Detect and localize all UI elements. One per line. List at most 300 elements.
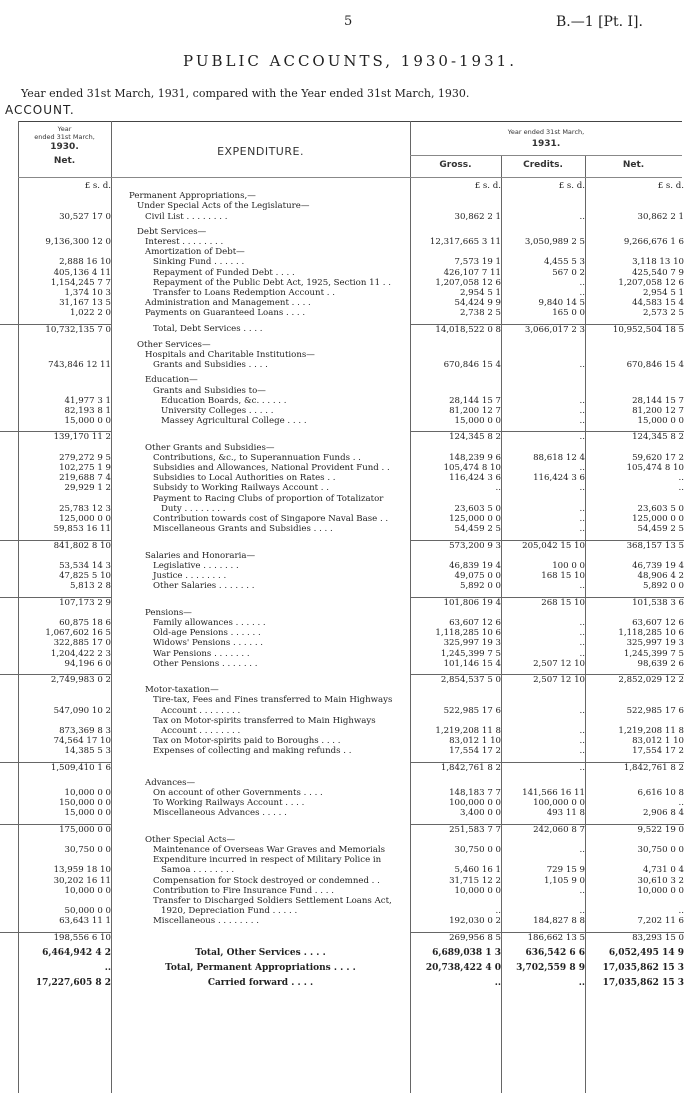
gross-cell: 12,317,665 3 11 — [429, 237, 501, 248]
table-row — [0, 268, 684, 278]
gross-cell: 1,245,399 7 5 — [440, 648, 501, 659]
net-cell: 48,906 4 2 — [637, 571, 684, 582]
net-cell: 5,892 0 0 — [642, 581, 684, 592]
gross-cell — [410, 201, 501, 211]
subtotal-row — [0, 824, 684, 835]
credits-cell: .. — [501, 762, 585, 773]
description-cell: Payment to Racing Clubs of proportion of Totalizator — [153, 493, 384, 504]
table-row — [0, 778, 684, 788]
net-cell: 425,540 7 9 — [632, 267, 684, 278]
net-cell: .. — [678, 906, 684, 917]
current-year-value: 1931. — [531, 139, 561, 149]
prev-year-cell: 30,527 17 0 — [59, 211, 111, 222]
gross-cell — [410, 608, 501, 618]
description-cell: Civil List . . . . . . . . — [145, 211, 228, 222]
table-row — [0, 257, 684, 267]
credits-cell: .. — [579, 395, 585, 406]
net-cell: 17,554 17 2 — [632, 746, 684, 757]
net-cell: 1,118,285 10 6 — [618, 628, 684, 639]
prev-year-cell: 198,556 6 10 — [0, 932, 111, 943]
net-cell: 325,997 19 3 — [626, 638, 684, 649]
prev-year-cell: 6,464,942 4 2 — [42, 947, 111, 958]
credits-cell: 88,618 12 4 — [533, 452, 585, 463]
description-cell: Amortization of Debt— — [145, 247, 245, 258]
credits-cell: 168 15 10 — [541, 571, 585, 582]
table-row — [0, 227, 684, 237]
net-cell: 2,852,029 12 2 — [585, 674, 684, 685]
description-cell: Total, Debt Services . . . . — [153, 324, 263, 335]
credits-cell: .. — [579, 416, 585, 427]
prev-year-cell: 150,000 0 0 — [59, 798, 111, 809]
prev-year-cell: 53,534 14 3 — [59, 560, 111, 571]
net-cell — [585, 350, 684, 360]
prev-year-cell — [0, 227, 111, 237]
credits-cell: 205,042 15 10 — [501, 540, 585, 551]
net-cell: 30,610 3 2 — [637, 875, 684, 886]
prev-year-cell: 47,825 5 10 — [59, 571, 111, 582]
net-cell: .. — [678, 798, 684, 809]
table-row — [0, 608, 684, 618]
table-row — [0, 716, 684, 726]
table-row — [0, 504, 684, 514]
prev-year-value: 1930. — [50, 142, 79, 152]
gross-cell: 30,750 0 0 — [454, 844, 501, 855]
page-number: 5 — [344, 14, 353, 29]
units-cell: £ s. d. — [558, 181, 585, 191]
description-cell: Hospitals and Charitable Institutions— — [145, 350, 315, 361]
description-cell — [111, 674, 410, 685]
credits-cell: .. — [579, 844, 585, 855]
net-header: Net. — [622, 160, 645, 170]
credits-header: Credits. — [523, 160, 563, 170]
gross-cell — [410, 340, 501, 350]
gross-cell — [410, 494, 501, 504]
prev-year-cell: 13,959 18 10 — [53, 865, 111, 876]
net-cell — [585, 494, 684, 504]
gross-cell: 192,030 0 2 — [449, 916, 501, 927]
net-cell: 10,952,504 18 5 — [585, 324, 684, 335]
credits-cell: 100 0 0 — [552, 560, 585, 571]
prev-year-cell: 219,688 7 4 — [59, 473, 111, 484]
net-cell — [585, 227, 684, 237]
subtotal-row — [0, 540, 684, 551]
credits-cell: 116,424 3 6 — [533, 473, 585, 484]
gross-cell: 54,424 9 9 — [454, 298, 501, 309]
table-row — [0, 746, 684, 756]
gross-cell: 14,018,522 0 8 — [410, 324, 501, 335]
gross-cell: 1,118,285 10 6 — [435, 628, 501, 639]
description-cell: Sinking Fund . . . . . . — [153, 257, 245, 268]
net-cell: 9,522 19 0 — [585, 824, 684, 835]
net-cell — [585, 375, 684, 385]
gross-cell: 269,956 8 5 — [410, 932, 501, 943]
prev-year-cell: 41,977 3 1 — [64, 395, 111, 406]
net-cell: .. — [678, 483, 684, 494]
prev-year-cell: 1,067,602 16 5 — [45, 628, 111, 639]
net-cell: 522,985 17 6 — [626, 705, 684, 716]
gross-cell: 670,846 15 4 — [443, 360, 501, 371]
header-bottom-rule — [18, 177, 682, 178]
page-title: PUBLIC ACCOUNTS, 1930-1931. — [183, 52, 517, 70]
credits-cell: .. — [579, 736, 585, 747]
description-cell: Widows' Pensions . . . . . . — [153, 638, 264, 649]
description-cell: University Colleges . . . . . — [161, 406, 274, 417]
prev-year-cell — [0, 855, 111, 865]
net-cell: 125,000 0 0 — [632, 514, 684, 525]
credits-cell: 636,542 6 6 — [525, 947, 585, 958]
credits-cell — [501, 227, 585, 237]
credits-cell — [501, 855, 585, 865]
prev-year-cell: 10,000 0 0 — [64, 787, 111, 798]
net-cell: 4,731 0 4 — [642, 865, 684, 876]
prev-year-cell — [0, 201, 111, 211]
prev-year-cell: 743,846 12 11 — [48, 360, 111, 371]
description-cell: Repayment of the Public Debt Act, 1925, Section 11 . . — [153, 277, 391, 288]
header-rule — [410, 155, 682, 156]
credits-cell: 100,000 0 0 — [533, 798, 585, 809]
table-row — [0, 483, 684, 493]
gross-cell: 101,146 15 4 — [443, 658, 501, 669]
prev-year-cell — [0, 340, 111, 350]
credits-cell — [501, 191, 585, 201]
description-cell: Subsidies and Allowances, National Provident Fund . . — [153, 463, 390, 474]
prev-year-cell: 873,369 8 3 — [59, 725, 111, 736]
description-cell: Miscellaneous . . . . . . . . — [153, 916, 259, 927]
description-cell: Justice . . . . . . . . — [153, 571, 227, 582]
description-cell: Repayment of Funded Debt . . . . — [153, 267, 295, 278]
prev-year-cell: 841,802 8 10 — [0, 540, 111, 551]
credits-cell: 165 0 0 — [552, 308, 585, 319]
prev-year-cell: 107,173 2 9 — [0, 597, 111, 608]
net-cell — [585, 896, 684, 906]
credits-cell — [501, 835, 585, 845]
description-cell: Advances— — [145, 777, 196, 788]
table-row — [0, 618, 684, 628]
credits-cell — [501, 551, 585, 561]
subtotal-row — [0, 597, 684, 608]
net-cell: 3,118 13 10 — [632, 257, 684, 268]
prev-year-cell: 322,885 17 0 — [53, 638, 111, 649]
net-cell: 46,739 19 4 — [632, 560, 684, 571]
gross-cell: 63,607 12 6 — [449, 617, 501, 628]
table-row — [0, 396, 684, 406]
table-row — [0, 551, 684, 561]
table-row — [0, 659, 684, 669]
net-cell: 28,144 15 7 — [632, 395, 684, 406]
net-cell: 1,207,058 12 6 — [618, 277, 684, 288]
credits-cell: .. — [579, 885, 585, 896]
prev-year-cell: 139,170 11 2 — [0, 432, 111, 443]
gross-cell: 49,075 0 0 — [454, 571, 501, 582]
prev-net-header: Net. — [53, 156, 76, 166]
gross-cell: 2,738 2 5 — [459, 308, 501, 319]
table-row — [0, 561, 684, 571]
credits-cell: 141,566 16 11 — [522, 787, 585, 798]
credits-cell: .. — [579, 906, 585, 917]
table-row — [0, 835, 684, 845]
credits-cell — [501, 695, 585, 705]
net-cell — [585, 201, 684, 211]
table-row — [0, 308, 684, 318]
gross-cell: 20,738,422 4 0 — [425, 963, 501, 974]
prev-year-cell: 1,509,410 1 6 — [0, 762, 111, 773]
table-row — [0, 278, 684, 288]
description-cell — [111, 762, 410, 773]
table-row — [0, 808, 684, 818]
credits-cell: 1,105 9 0 — [543, 875, 585, 886]
prev-year-cell — [0, 386, 111, 396]
prev-year-cell: 9,136,300 12 0 — [45, 237, 111, 248]
credits-cell: .. — [579, 463, 585, 474]
description-cell: Contributions, &c., to Superannuation Funds . . — [153, 452, 361, 463]
description-cell: Other Grants and Subsidies— — [145, 442, 275, 453]
prev-year-cell: 82,193 8 1 — [64, 406, 111, 417]
gross-cell: 2,954 5 1 — [459, 288, 501, 299]
table-row — [0, 916, 684, 926]
net-cell — [585, 340, 684, 350]
credits-cell: .. — [579, 503, 585, 514]
net-cell — [585, 247, 684, 257]
credits-cell — [501, 494, 585, 504]
net-cell: 10,000 0 0 — [637, 885, 684, 896]
credits-cell: .. — [579, 638, 585, 649]
prev-year-cell: 63,643 11 1 — [59, 916, 111, 927]
description-cell: Debt Services— — [137, 226, 207, 237]
description-cell: Pensions— — [145, 607, 192, 618]
grand-total-row — [0, 978, 684, 988]
table-row — [0, 360, 684, 370]
prev-year-cell — [0, 191, 111, 201]
page-reference: B.—1 [Pt. I]. — [556, 14, 643, 30]
table-row — [0, 386, 684, 396]
prev-year-cell: 5,813 2 8 — [69, 581, 111, 592]
credits-cell: .. — [579, 288, 585, 299]
prev-year-cell: 60,875 18 6 — [59, 617, 111, 628]
credits-cell: 493 11 8 — [546, 808, 585, 819]
gross-cell: 1,842,761 8 2 — [410, 762, 501, 773]
prev-year-label: Year — [57, 125, 72, 133]
prev-year-cell: 1,022 2 0 — [69, 308, 111, 319]
description-cell: War Pensions . . . . . . . — [153, 648, 250, 659]
prev-year-cell: 102,275 1 9 — [59, 463, 111, 474]
description-cell: Legislative . . . . . . . — [153, 560, 239, 571]
prev-year-cell: 1,154,245 7 7 — [50, 277, 111, 288]
credits-cell: 729 15 9 — [546, 865, 585, 876]
gross-cell: 3,400 0 0 — [459, 808, 501, 819]
gross-cell: 46,839 19 4 — [449, 560, 501, 571]
description-cell: Tire-tax, Fees and Fines transferred to Main Highways — [153, 695, 393, 706]
net-cell: 30,862 2 1 — [637, 211, 684, 222]
account-label: ACCOUNT. — [5, 103, 75, 117]
prev-year-cell: 17,227,605 8 2 — [35, 978, 111, 989]
gross-cell — [410, 191, 501, 201]
description-cell: Other Special Acts— — [145, 834, 236, 845]
gross-cell: 101,806 19 4 — [410, 597, 501, 608]
prev-year-cell — [0, 551, 111, 561]
net-cell: 2,906 8 4 — [642, 808, 684, 819]
credits-cell: .. — [579, 725, 585, 736]
description-cell: Account . . . . . . . . — [161, 705, 241, 716]
credits-cell: .. — [579, 277, 585, 288]
table-row — [0, 494, 684, 504]
description-cell: Family allowances . . . . . . — [153, 617, 266, 628]
gross-cell: 54,459 2 5 — [454, 524, 501, 535]
description-cell: Payments on Guaranteed Loans . . . . — [145, 308, 306, 319]
description-cell: Administration and Management . . . . — [145, 298, 311, 309]
description-cell: Expenditure incurred in respect of Military Police in — [153, 855, 382, 866]
table-row — [0, 191, 684, 201]
description-cell: Transfer to Discharged Soldiers Settlement Loans Act, — [153, 896, 392, 906]
prev-year-cell: 175,000 0 0 — [0, 824, 111, 835]
description-cell — [111, 432, 410, 443]
description-cell: Under Special Acts of the Legislature— — [137, 201, 310, 212]
prev-year-cell: 1,204,422 2 3 — [50, 648, 111, 659]
credits-cell — [501, 608, 585, 618]
gross-cell: 251,583 7 7 — [410, 824, 501, 835]
table-row — [0, 695, 684, 705]
description-cell: Tax on Motor-spirits paid to Boroughs . . . . — [153, 736, 341, 747]
net-cell — [585, 716, 684, 726]
description-cell: Other Salaries . . . . . . . — [153, 581, 255, 592]
prev-year-cell — [0, 716, 111, 726]
table-row — [0, 463, 684, 473]
expenditure-table-body — [0, 181, 684, 988]
credits-cell: .. — [579, 581, 585, 592]
gross-cell — [410, 695, 501, 705]
description-cell: Subsidy to Working Railways Account . . — [153, 483, 330, 494]
description-cell: Total, Other Services . . . . — [195, 947, 326, 958]
table-row — [0, 788, 684, 798]
description-cell: Education— — [145, 375, 198, 386]
prev-year-cell: .. — [104, 963, 111, 974]
prev-year-cell — [0, 375, 111, 385]
net-cell: 101,538 3 6 — [585, 597, 684, 608]
net-cell: 1,842,761 8 2 — [585, 762, 684, 773]
credits-cell: .. — [501, 432, 585, 443]
credits-cell — [501, 201, 585, 211]
credits-cell: 3,066,017 2 3 — [501, 324, 585, 335]
net-cell: .. — [678, 473, 684, 484]
credits-cell: .. — [579, 360, 585, 371]
net-cell: 23,603 5 0 — [637, 503, 684, 514]
credits-cell — [501, 375, 585, 385]
description-cell — [111, 824, 410, 835]
gross-cell: 125,000 0 0 — [449, 514, 501, 525]
gross-cell: 31,715 12 2 — [449, 875, 501, 886]
prev-year-cell: 547,090 10 2 — [53, 705, 111, 716]
table-row — [0, 237, 684, 247]
description-cell: Motor-taxation— — [145, 685, 219, 696]
gross-cell: 15,000 0 0 — [454, 416, 501, 427]
description-cell: Total, Permanent Appropriations . . . . — [165, 963, 356, 974]
net-cell: 368,157 13 5 — [585, 540, 684, 551]
table-row — [0, 298, 684, 308]
credits-cell: 4,455 5 3 — [543, 257, 585, 268]
net-cell — [585, 695, 684, 705]
gross-cell — [410, 685, 501, 695]
table-row — [0, 628, 684, 638]
gross-cell: 148,183 7 7 — [449, 787, 501, 798]
description-cell: Compensation for Stock destroyed or condemned . . — [153, 875, 380, 886]
gross-cell — [410, 855, 501, 865]
gross-cell: 116,424 3 6 — [449, 473, 501, 484]
net-cell — [585, 608, 684, 618]
prev-year-cell: 25,783 12 3 — [59, 503, 111, 514]
net-cell: 9,266,676 1 6 — [623, 237, 684, 248]
credits-cell: .. — [579, 617, 585, 628]
table-row — [0, 571, 684, 581]
table-row — [0, 865, 684, 875]
credits-cell: .. — [579, 514, 585, 525]
table-row — [0, 288, 684, 298]
net-cell: 17,035,862 15 3 — [602, 978, 684, 989]
credits-cell — [501, 247, 585, 257]
gross-header: Gross. — [439, 160, 472, 170]
table-row — [0, 375, 684, 385]
grand-total-row — [0, 948, 684, 958]
prev-year-cell — [0, 896, 111, 906]
description-cell: Massey Agricultural College . . . . — [161, 416, 307, 427]
net-cell: 124,345 8 2 — [585, 432, 684, 443]
table-row — [0, 855, 684, 865]
table-row — [0, 876, 684, 886]
gross-cell: 6,689,038 1 3 — [432, 947, 501, 958]
description-cell: Permanent Appropriations,— — [129, 191, 256, 202]
table-row — [0, 406, 684, 416]
prev-year-cell: 10,732,135 7 0 — [0, 324, 111, 335]
table-row — [0, 845, 684, 855]
table-row — [0, 906, 684, 916]
description-cell: Transfer to Loans Redemption Account . . — [153, 288, 335, 299]
prev-year-header — [18, 126, 111, 141]
gross-cell: 1,219,208 11 8 — [435, 725, 501, 736]
current-year-label: Year ended 31st March, — [507, 128, 585, 136]
prev-year-cell: 279,272 9 5 — [59, 452, 111, 463]
table-row — [0, 443, 684, 453]
gross-cell: 2,854,537 5 0 — [410, 674, 501, 685]
net-cell: 83,012 1 10 — [632, 736, 684, 747]
table-row — [0, 649, 684, 659]
net-cell: 59,620 17 2 — [632, 452, 684, 463]
table-row — [0, 514, 684, 524]
prev-year-cell — [0, 778, 111, 788]
table-row — [0, 473, 684, 483]
credits-cell — [501, 685, 585, 695]
description-cell — [111, 932, 410, 943]
table-row — [0, 736, 684, 746]
table-row — [0, 350, 684, 360]
table-row — [0, 638, 684, 648]
gross-cell: 1,207,058 12 6 — [435, 277, 501, 288]
net-cell — [585, 443, 684, 453]
description-cell: Duty . . . . . . . . — [161, 503, 226, 514]
net-cell: 6,616 10 8 — [637, 787, 684, 798]
prev-year-cell — [0, 695, 111, 705]
credits-cell: .. — [578, 978, 585, 989]
gross-cell: 5,460 16 1 — [454, 865, 501, 876]
description-cell: Subsidies to Local Authorities on Rates . . — [153, 473, 336, 484]
prev-year-cell — [0, 608, 111, 618]
prev-year-cell — [0, 494, 111, 504]
description-cell: Contribution to Fire Insurance Fund . . . . — [153, 885, 334, 896]
grand-total-row — [0, 963, 684, 973]
net-cell: 98,639 2 6 — [637, 658, 684, 669]
net-cell — [585, 835, 684, 845]
description-cell: Account . . . . . . . . — [161, 725, 241, 736]
credits-cell: 268 15 10 — [501, 597, 585, 608]
description-cell: Carried forward . . . . — [207, 978, 314, 989]
credits-cell — [501, 896, 585, 906]
